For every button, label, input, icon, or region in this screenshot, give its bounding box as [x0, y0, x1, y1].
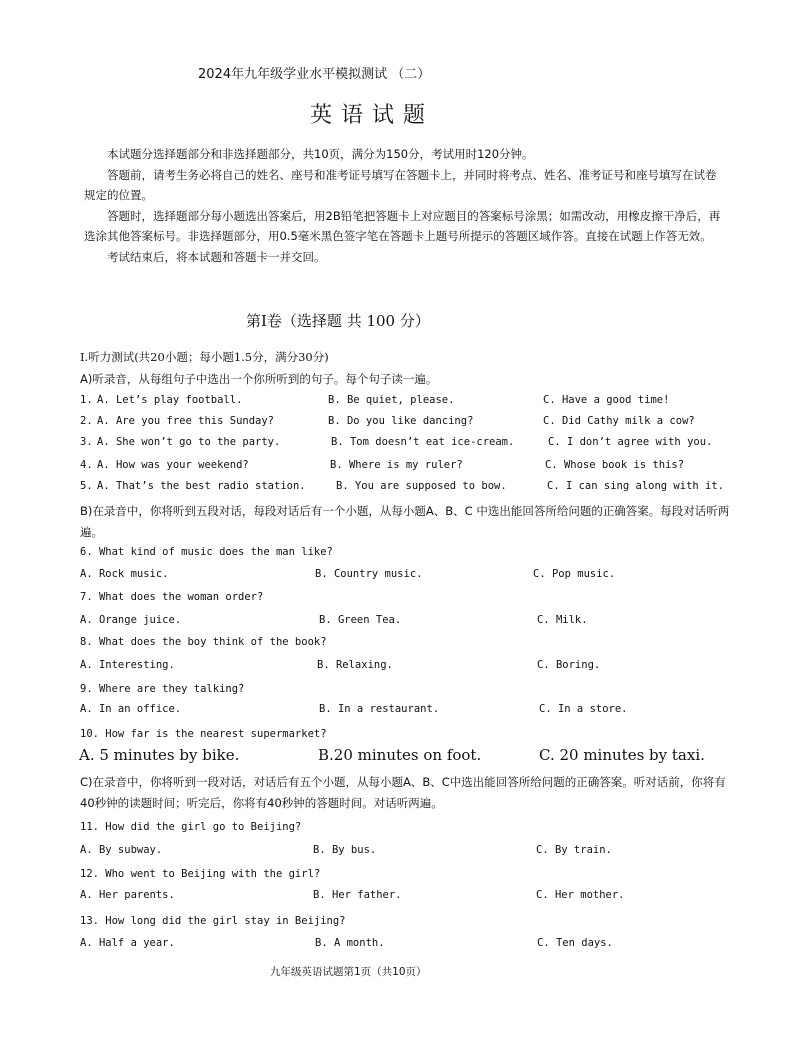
part-a-instruction: A)听录音，从每组句子中选出一个你所听到的句子。每个句子读一遍。 [80, 372, 438, 386]
option-b: B. Do you like dancing? [328, 415, 474, 427]
question-text: 11. How did the girl go to Beijing? [80, 821, 302, 833]
option-a: A. Are you free this Sunday? [97, 415, 275, 427]
option-c: C. I can sing along with it. [547, 480, 725, 492]
option-b: B. Be quiet, please. [328, 394, 455, 406]
option-c: C. Whose book is this? [545, 459, 685, 471]
instruction-1: 本试题分选择题部分和非选择题部分，共10页，满分为150分，考试用时120分钟。 [107, 147, 534, 161]
question-number: 5. [80, 480, 93, 492]
instruction-4: 考试结束后，将本试题和答题卡一并交回。 [107, 249, 326, 264]
question-text: 6. What kind of music does the man like? [80, 546, 333, 558]
option-b: B. Her father. [313, 889, 402, 901]
option-a: A. Her parents. [80, 889, 175, 901]
subject-title: 英 语 试 题 [310, 103, 426, 128]
option-c: C. Did Cathy milk a cow? [543, 415, 695, 427]
part-c-instruction [80, 772, 740, 813]
question-text: 7. What does the woman order? [80, 591, 264, 603]
page-footer: 九年级英语试题第1页（共10页） [270, 966, 427, 978]
option-b: B.20 minutes on foot. [318, 746, 482, 764]
option-b: B. Green Tea. [319, 614, 402, 626]
option-c: C. Ten days. [537, 937, 613, 949]
option-a: A. Rock music. [80, 568, 169, 580]
option-b: B. Relaxing. [317, 659, 393, 671]
question-number: 3. [80, 436, 93, 448]
instruction-3: 答题时，选择题部分每小题选出答案后，用2B铅笔把答题卡上对应题目的答案标号涂黑；如需改动，用橡皮擦干净后，再选涂其他答案标号。非选择题部分，用0.5毫米黑色签字笔在答题卡上题号所提示的答题区域作答。直接在试题上作答无效。 [84, 208, 721, 243]
option-a: A. How was your weekend? [97, 459, 249, 471]
option-a: A. In an office. [80, 703, 182, 715]
part-c-instruction-text: C)在录音中，你将听到一段对话，对话后有五个小题，从每小题A、B、C中选出能回答所给问题的正确答案。听对话前，你将有40秒钟的读题时间；听完后，你将有40秒钟的答题时间。对话听两遍。 [80, 775, 726, 810]
question-number: 4. [80, 459, 93, 471]
option-a: A. That’s the best radio station. [97, 480, 306, 492]
question-text: 8. What does the boy think of the book? [80, 636, 327, 648]
question-number: 2. [80, 415, 93, 427]
option-c: C. In a store. [539, 703, 628, 715]
option-c: C. Have a good time! [543, 394, 670, 406]
part-b-instruction [80, 501, 730, 542]
option-b: B. By bus. [313, 844, 377, 856]
option-b: B. A month. [315, 937, 385, 949]
question-number: 1. [80, 394, 93, 406]
option-c: C. Milk. [537, 614, 588, 626]
option-a: A. Half a year. [80, 937, 175, 949]
option-a: A. 5 minutes by bike. [79, 746, 240, 764]
option-c: C. I don’t agree with you. [548, 436, 713, 448]
option-a: A. Interesting. [80, 659, 175, 671]
instruction-2: 答题前，请考生务必将自己的姓名、座号和准考证号填写在答题卡上，并同时将考点、姓名、准考证号和座号填写在试卷规定的位置。 [84, 167, 717, 202]
option-c: C. 20 minutes by taxi. [539, 746, 705, 764]
volume-title: 第Ⅰ卷（选择题 共 100 分） [246, 312, 430, 330]
question-text: 13. How long did the girl stay in Beijing? [80, 915, 346, 927]
option-c: C. Her mother. [536, 889, 625, 901]
option-b: B. Tom doesn’t eat ice-cream. [331, 436, 515, 448]
option-c: C. By train. [536, 844, 612, 856]
option-b: B. You are supposed to bow. [336, 480, 507, 492]
option-a: A. Orange juice. [80, 614, 182, 626]
exam-title: 2024年九年级学业水平模拟测试 （二） [198, 67, 431, 82]
question-text: 10. How far is the nearest supermarket? [80, 728, 327, 740]
option-c: C. Pop music. [533, 568, 616, 580]
instructions [84, 144, 724, 267]
option-a: A. By subway. [80, 844, 163, 856]
question-text: 9. Where are they talking? [80, 683, 245, 695]
option-a: A. She won’t go to the party. [97, 436, 281, 448]
section-title: Ⅰ.听力测试(共20小题；每小题1.5分，满分30分) [80, 350, 329, 364]
option-b: B. In a restaurant. [319, 703, 440, 715]
option-a: A. Let’s play football. [97, 394, 243, 406]
question-text: 12. Who went to Beijing with the girl? [80, 868, 321, 880]
part-b-instruction-text: B)在录音中，你将听到五段对话，每段对话后有一个小题，从每小题A、B、C 中选出能回答所给问题的正确答案。每段对话听两遍。 [80, 504, 730, 539]
option-b: B. Country music. [315, 568, 423, 580]
option-b: B. Where is my ruler? [330, 459, 463, 471]
option-c: C. Boring. [537, 659, 601, 671]
